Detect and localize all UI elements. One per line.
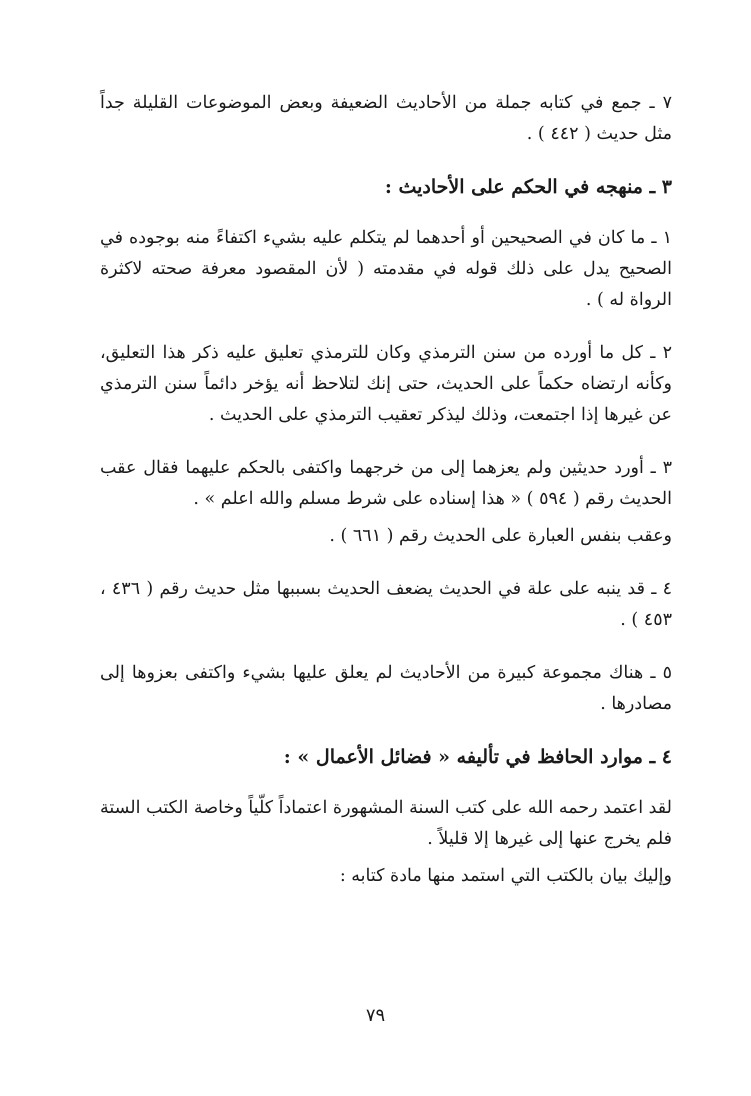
- sources-list-lead: وإليك بيان بالكتب التي استمد منها مادة كتابه :: [339, 866, 672, 886]
- page-number: ٧٩: [365, 1005, 386, 1026]
- page-body: [100, 88, 672, 914]
- method-item-5: ٥ ـ هناك مجموعة كبيرة من الأحاديث لم يعلق عليها بشيء واكتفى بعزوها إلى مصادرها .: [100, 663, 672, 714]
- section-heading-3: ٣ ـ منهجه في الحكم على الأحاديث :: [384, 176, 672, 198]
- method-item-4: ٤ ـ قد ينبه على علة في الحديث يضعف الحديث بسببها مثل حديث رقم ( ٤٣٦ ، ٤٥٣ ) .: [100, 579, 672, 630]
- method-item-1: ١ ـ ما كان في الصحيحين أو أحدهما لم يتكلم عليه بشيء اكتفاءً منه بوجوده في الصحيح يدل على ذلك قوله في مقدمته ( لأن المقصود معرفة صحته لاكثرة الرواة له ) .: [100, 228, 672, 310]
- sources-intro-paragraph: لقد اعتمد رحمه الله على كتب السنة المشهورة اعتماداً كلّياً وخاصة الكتب الستة فلم يخرج عنها إلى غيرها إلا قليلاً .: [100, 798, 672, 849]
- method-item-3-continuation: وعقب بنفس العبارة على الحديث رقم ( ٦٦١ ) .: [329, 526, 672, 546]
- paragraph-item-7: ٧ ـ جمع في كتابه جملة من الأحاديث الضعيفة وبعض الموضوعات القليلة جداً مثل حديث ( ٤٤٢ ) .: [100, 93, 672, 144]
- method-item-2: ٢ ـ كل ما أورده من سنن الترمذي وكان للترمذي تعليق عليه ذكر هذا التعليق، وكأنه ارتضاه حكماً على الحديث، حتى إنك لتلاحظ أنه يؤخر دائماً سنن الترمذي عن غيرها إذا اجتمعت، وذلك ليذكر تعقيب الترمذي على الحديث .: [100, 343, 672, 425]
- method-item-3: ٣ ـ أورد حديثين ولم يعزهما إلى من خرجهما واكتفى بالحكم عليهما فقال عقب الحديث رقم ( ٥٩٤ ) « هذا إسناده على شرط مسلم والله اعلم » .: [100, 458, 672, 509]
- section-heading-4: ٤ ـ موارد الحافظ في تأليفه « فضائل الأعمال » :: [283, 746, 672, 768]
